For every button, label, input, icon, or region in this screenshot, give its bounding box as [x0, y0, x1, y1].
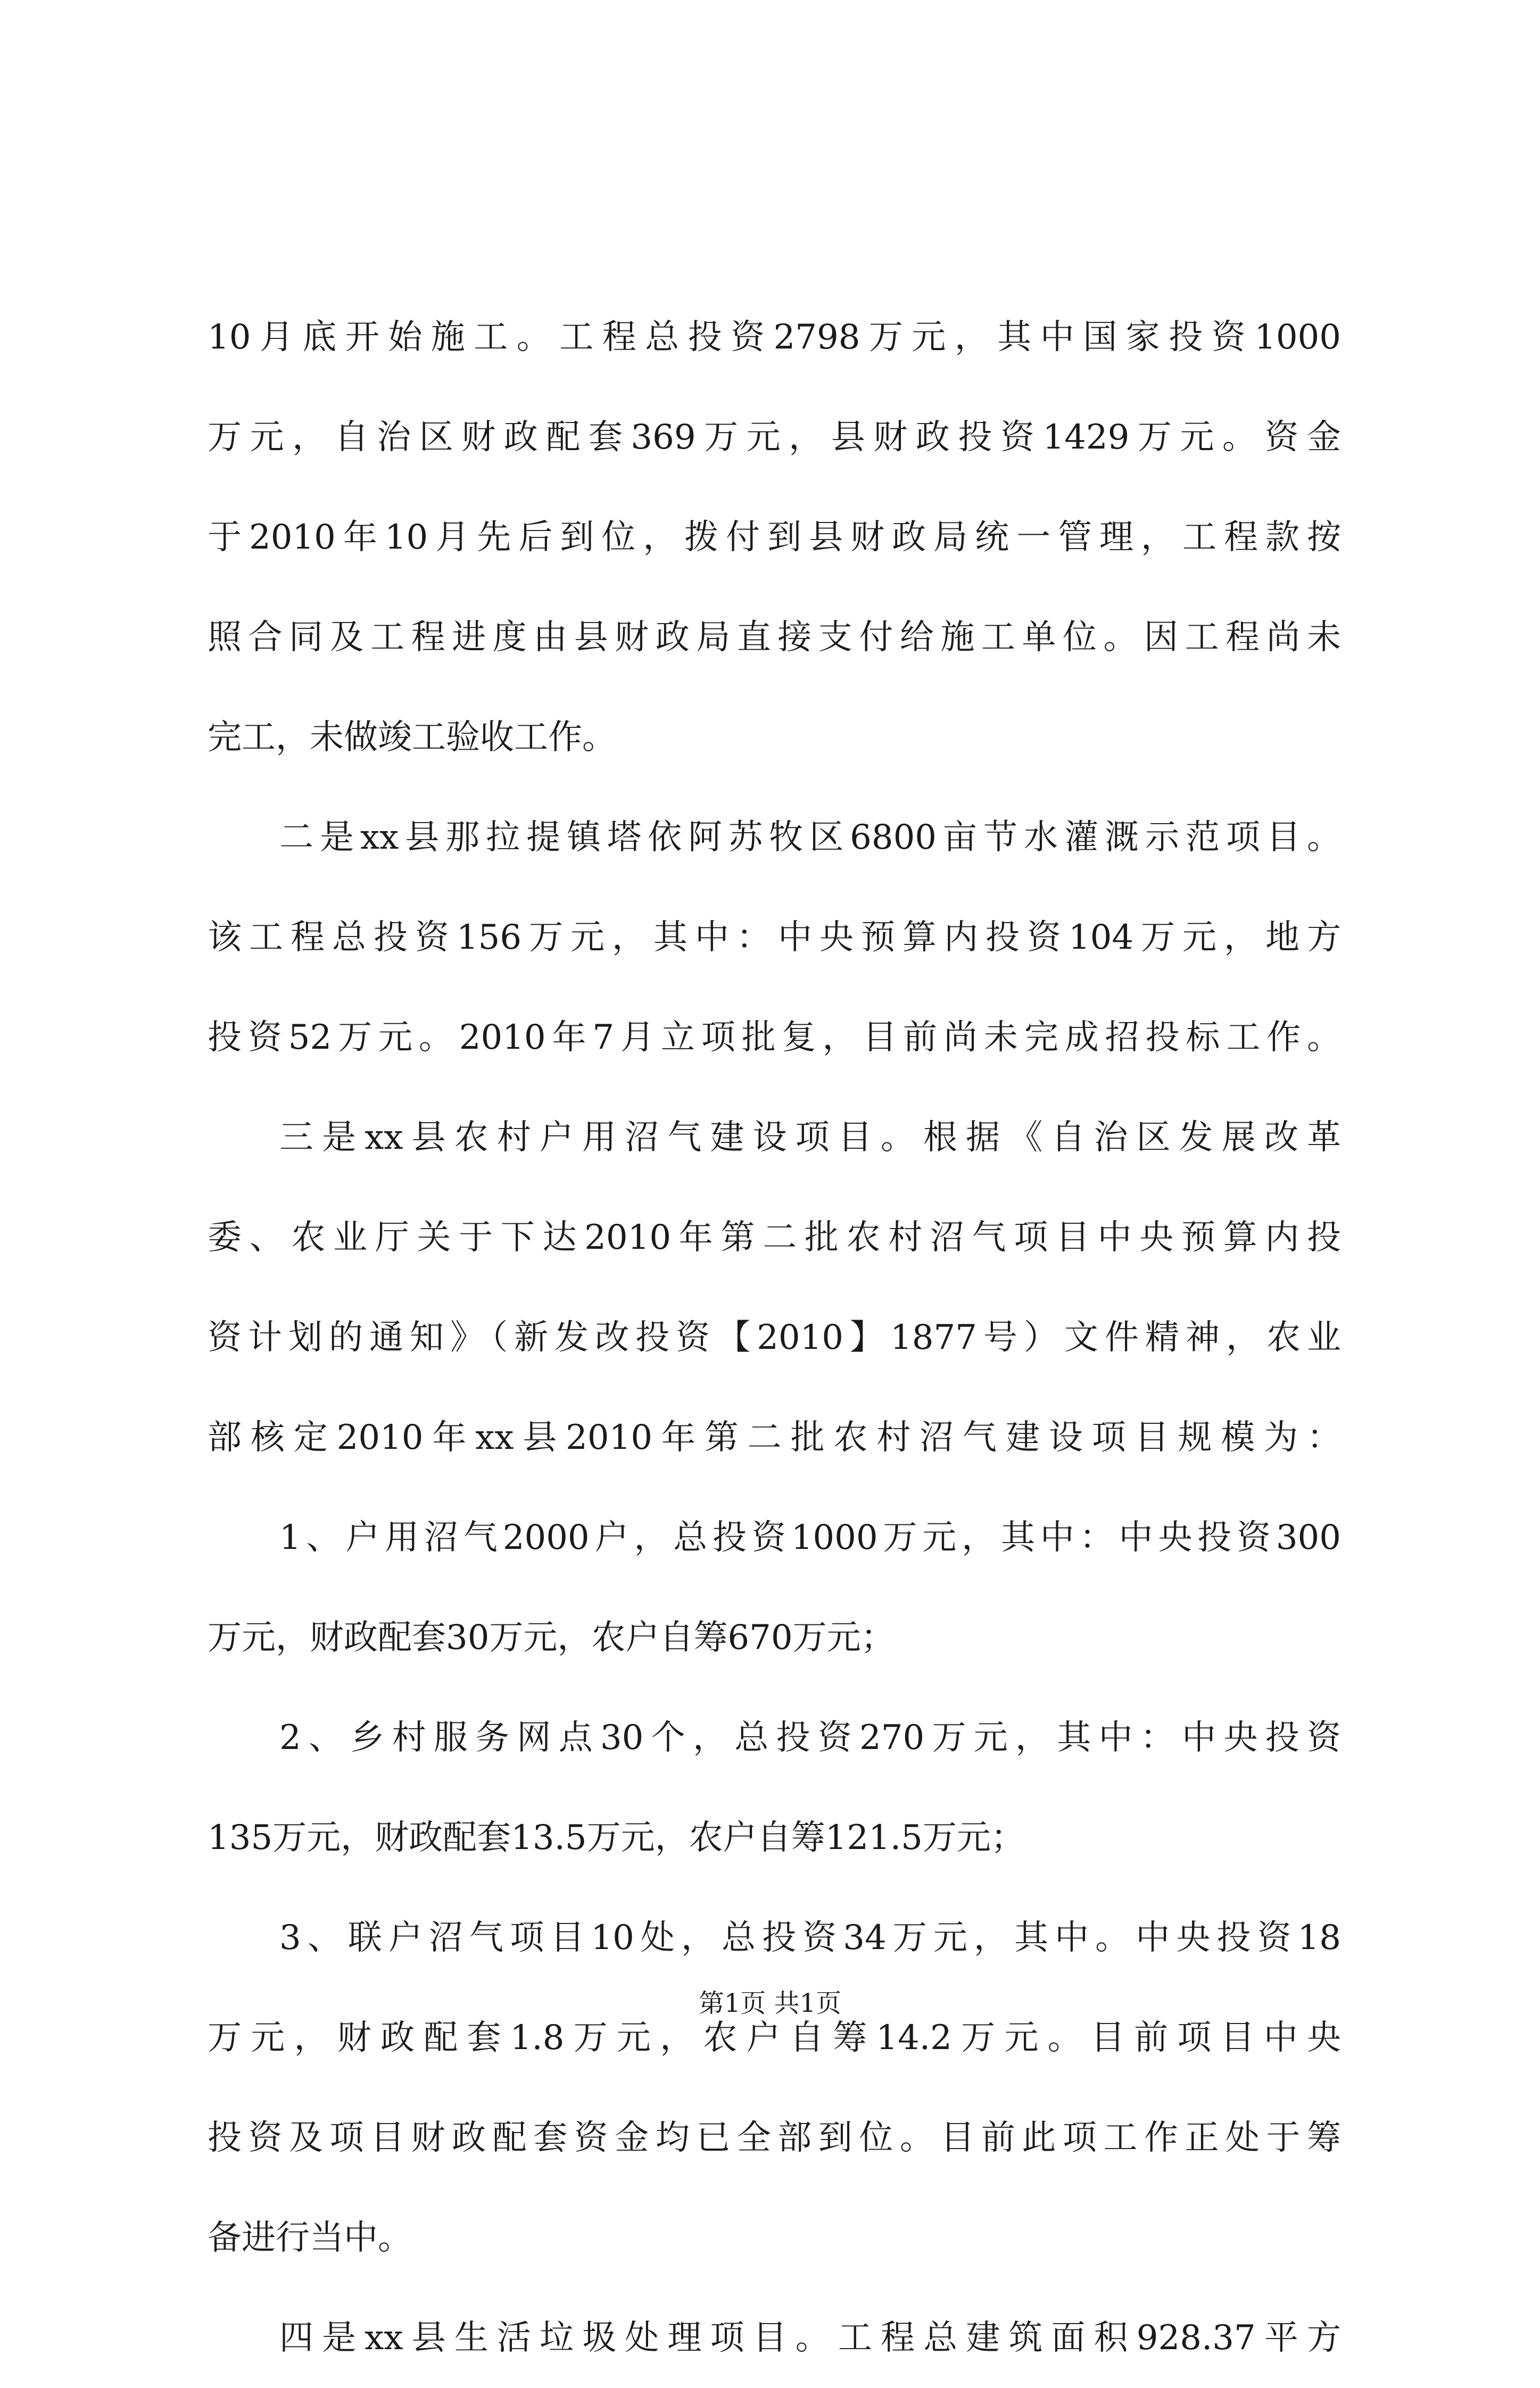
text-line: 万元，财政配套1.8万元，农户自筹14.2万元。目前项目中央 [208, 2018, 1341, 2058]
text-line: 投资52万元。2010年7月立项批复，目前尚未完成招投标工作。 [208, 1018, 1341, 1057]
text-line: 部核定2010年xx县2010年第二批农村沼气建设项目规模为： [208, 1418, 1341, 1457]
text-line: 万元，自治区财政配套369万元，县财政投资1429万元。资金 [208, 418, 1341, 457]
paragraph-first-line: 1、户用沼气2000户，总投资1000万元，其中：中央投资300 [279, 1518, 1341, 1557]
text-line: 135万元，财政配套13.5万元，农户自筹121.5万元； [208, 1818, 1025, 1858]
text-line: 资计划的通知》（新发改投资【2010】1877号）文件精神，农业 [208, 1318, 1341, 1357]
page-footer: 第1页 共1页 [698, 1988, 842, 2018]
text-line: 备进行当中。 [208, 2218, 412, 2258]
paragraph-first-line: 四是xx县生活垃圾处理项目。工程总建筑面积928.37平方 [279, 2318, 1341, 2358]
text-line: 该工程总投资156万元，其中：中央预算内投资104万元，地方 [208, 918, 1341, 957]
text-line: 10月底开始施工。工程总投资2798万元，其中国家投资1000 [208, 318, 1341, 357]
text-line: 委、农业厅关于下达2010年第二批农村沼气项目中央预算内投 [208, 1218, 1341, 1257]
text-line: 万元，财政配套30万元，农户自筹670万元； [208, 1618, 895, 1657]
text-line: 于2010年10月先后到位，拨付到县财政局统一管理，工程款按 [208, 518, 1341, 557]
document-body [208, 287, 1341, 2388]
text-line: 完工，未做竣工验收工作。 [208, 718, 616, 757]
text-line: 照合同及工程进度由县财政局直接支付给施工单位。因工程尚未 [208, 618, 1341, 657]
text-line: 投资及项目财政配套资金均已全部到位。目前此项工作正处于筹 [208, 2118, 1341, 2158]
paragraph-first-line: 3、联户沼气项目10处，总投资34万元，其中。中央投资18 [279, 1918, 1341, 1958]
paragraph-first-line: 二是xx县那拉提镇塔依阿苏牧区6800亩节水灌溉示范项目。 [279, 818, 1341, 857]
paragraph-first-line: 三是xx县农村户用沼气建设项目。根据《自治区发展改革 [279, 1118, 1341, 1157]
paragraph-first-line: 2、乡村服务网点30个，总投资270万元，其中：中央投资 [279, 1718, 1341, 1757]
